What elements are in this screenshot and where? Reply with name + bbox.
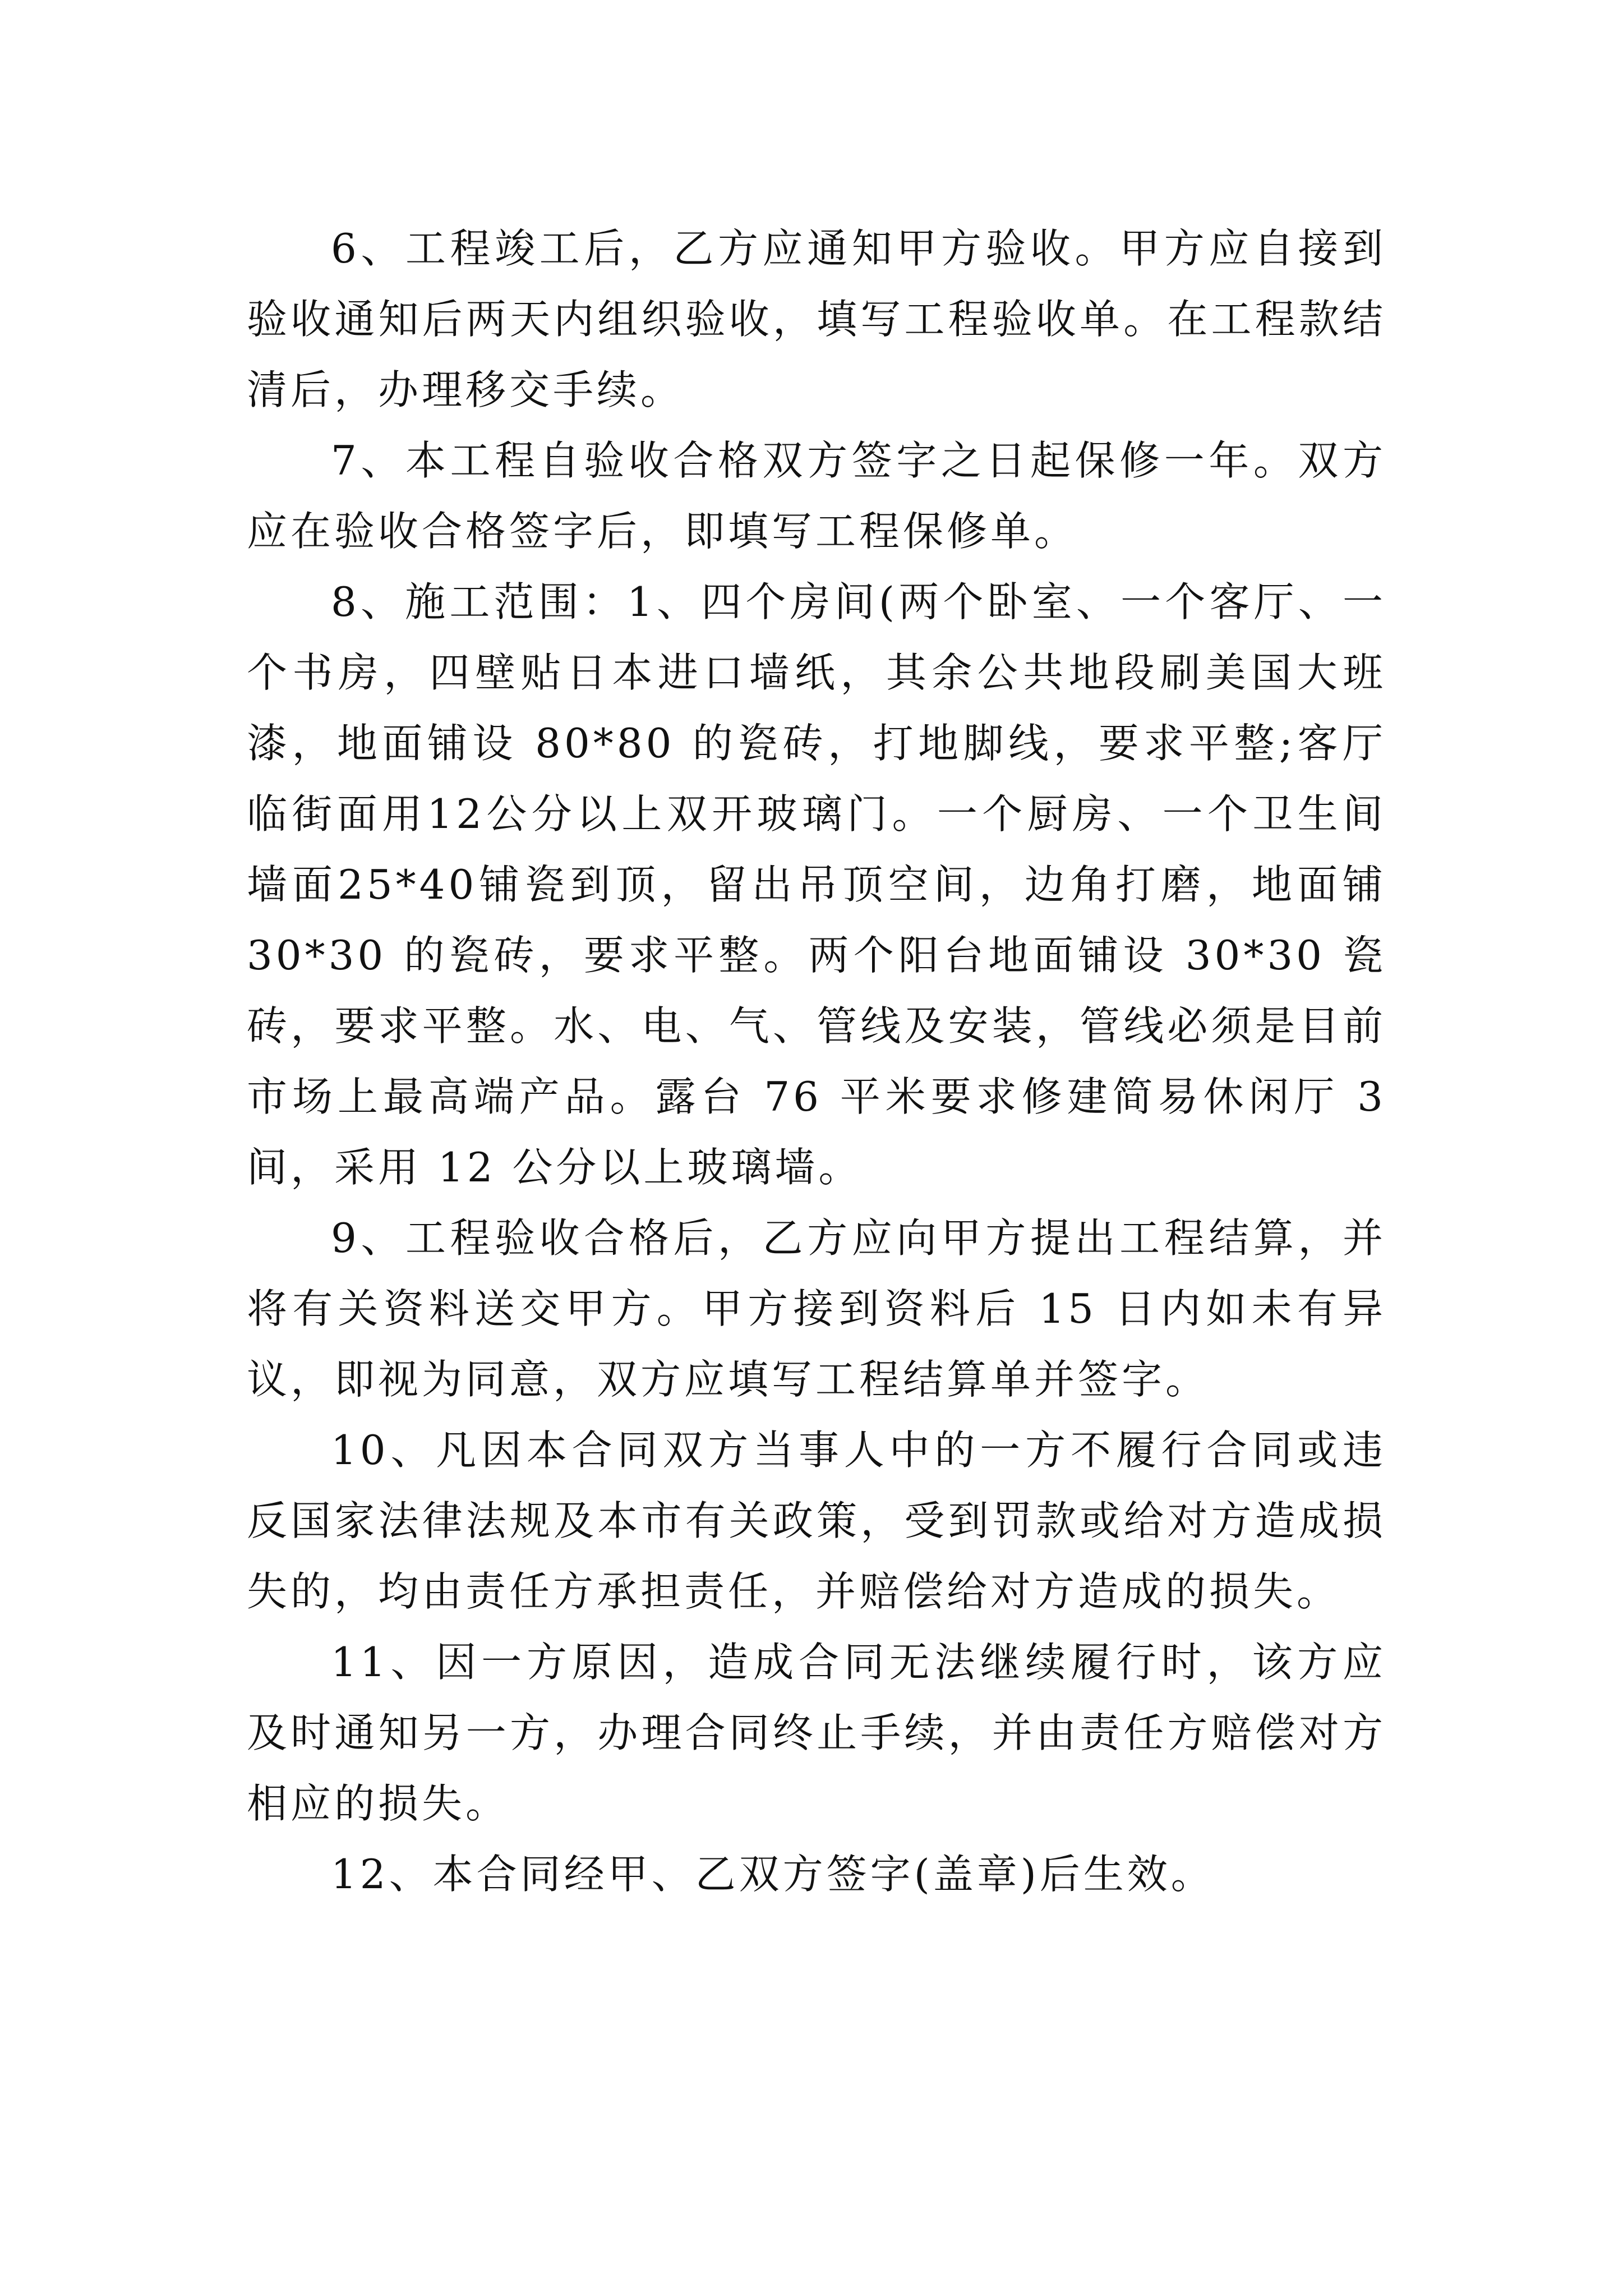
clause-10: 10、凡因本合同双方当事人中的一方不履行合同或违反国家法律法规及本市有关政策，受到罚款或给对方造成损失的，均由责任方承担责任，并赔偿给对方造成的损失。 bbox=[247, 1427, 1386, 1615]
clause-6: 6、工程竣工后，乙方应通知甲方验收。甲方应自接到验收通知后两天内组织验收，填写工程验收单。在工程款结清后，办理移交手续。 bbox=[247, 225, 1386, 413]
contract-clauses bbox=[247, 213, 1386, 1910]
clause-8: 8、施工范围：1、四个房间(两个卧室、一个客厅、一个书房，四壁贴日本进口墙纸，其余公共地段刷美国大班漆，地面铺设 80*80 的瓷砖，打地脚线，要求平整;客厅临街面用12公分以上双开玻璃门。一个厨房、一个卫生间墙面25*40铺瓷到顶，留出吊顶空间，边角打磨，地面铺 30*30 的瓷砖，要求平整。两个阳台地面铺设 30*30 瓷砖，要求平整。水、电、气、管线及安装，管线必须是目前市场上最高端产品。露台 76 平米要求修建简易休闲厅 3 间，采用 12 公分以上玻璃墙。 bbox=[247, 578, 1386, 1191]
clause-9: 9、工程验收合格后，乙方应向甲方提出工程结算，并将有关资料送交甲方。甲方接到资料后 15 日内如未有异议，即视为同意，双方应填写工程结算单并签字。 bbox=[247, 1214, 1386, 1403]
clause-7: 7、本工程自验收合格双方签字之日起保修一年。双方应在验收合格签字后，即填写工程保修单。 bbox=[247, 437, 1386, 555]
clause-12: 12、本合同经甲、乙双方签字(盖章)后生效。 bbox=[331, 1851, 1215, 1898]
clause-11: 11、因一方原因，造成合同无法继续履行时，该方应及时通知另一方，办理合同终止手续，并由责任方赔偿对方相应的损失。 bbox=[247, 1639, 1386, 1827]
